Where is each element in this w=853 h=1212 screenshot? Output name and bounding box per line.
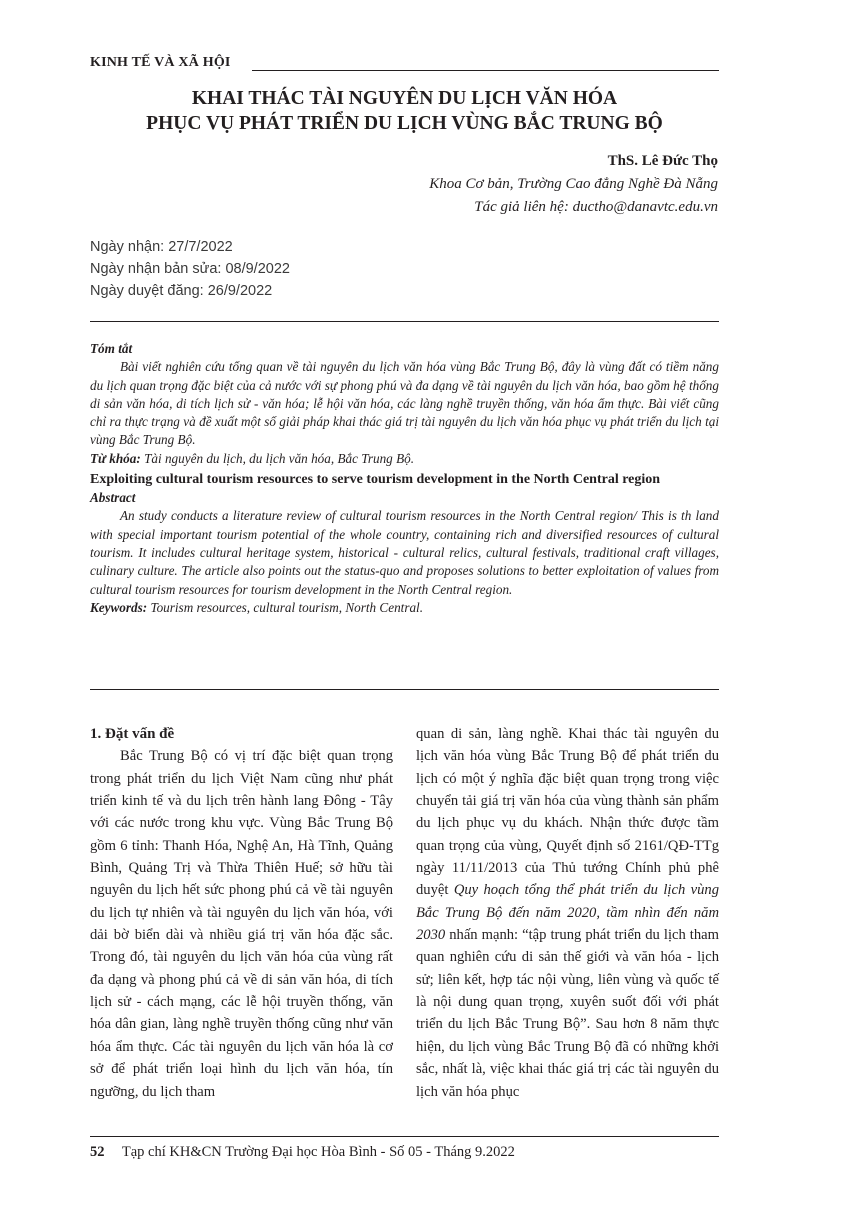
page-number: 52 [90,1144,105,1160]
section-heading: 1. Đặt vấn đề [90,726,175,742]
keywords-en-label: Keywords: [90,599,148,615]
body-column-right [416,723,719,1103]
section-rule [252,70,719,71]
keywords-en [90,599,719,617]
abstract-bottom-rule [90,689,719,690]
section-tag: KINH TẾ VÀ XÃ HỘI [90,55,231,70]
abstract-en-label: Abstract [90,490,136,506]
footer-rule [90,1136,719,1137]
date-received: Ngày nhận: 27/7/2022 [90,239,233,255]
author-name: ThS. Lê Đức Thọ [607,153,718,169]
article-title-line2: PHỤC VỤ PHÁT TRIỂN DU LỊCH VÙNG BẮC TRUNG BỘ [146,113,663,134]
abstract-block [90,340,719,617]
decision-title: Quy hoạch tổng thể phát triển du lịch vùng Bắc Trung Bộ đến năm 2020, tầm nhìn đến năm 2030 [416,882,719,944]
keywords-vi-text: Tài nguyên du lịch, du lịch văn hóa, Bắc Trung Bộ. [144,450,415,466]
abstract-vi-text: Bài viết nghiên cứu tổng quan về tài nguyên du lịch văn hóa vùng Bắc Trung Bộ, đây là vùng đất có tiềm năng du lịch quan trọng đặc biệt của cả nước với sự phong phú và đa dạng về tài nguyên du lịch văn hóa, bao gồm hệ thống di sản văn hóa, di tích lịch sử - văn hóa; lễ hội văn hóa, các làng nghề truyền thống, văn hóa ẩm thực. Bài viết cũng chỉ ra thực trạng và đề xuất một số giải pháp khai thác giá trị tài nguyên du lịch văn hóa phục vụ phát triển du lịch tại vùng Bắc Trung Bộ. [90,359,719,448]
date-revised: Ngày nhận bản sửa: 08/9/2022 [90,261,290,277]
body-paragraph: Bắc Trung Bộ có vị trí đặc biệt quan trọng trong phát triển du lịch Việt Nam cũng như phát triển kinh tế và du lịch trên hành lang Đông - Tây với các nước trong khu vực. Vùng Bắc Trung Bộ gồm 6 tỉnh: Thanh Hóa, Nghệ An, Hà Tĩnh, Quảng Bình, Quảng Trị và Thừa Thiên Huế; sở hữu tài nguyên du lịch hết sức phong phú cả về tài nguyên du lịch tự nhiên và tài nguyên du lịch văn hóa, với dải bờ biển dài và nhiều giá trị văn hóa đặc sắc. Trong đó, tài nguyên du lịch văn hóa của vùng rất đa dạng và phong phú cả về di sản văn hóa, di tích lịch sử - cách mạng, các lễ hội truyền thống, văn hóa dân gian, làng nghề truyền thống cũng như văn hóa ẩm thực. Các tài nguyên du lịch văn hóa là cơ sở để phát triển loại hình du lịch văn hóa, tín ngưỡng, du lịch tham [90,748,393,1100]
body-paragraph-continued [416,723,719,1103]
abstract-vi-label: Tóm tắt [90,341,133,356]
date-accepted: Ngày duyệt đăng: 26/9/2022 [90,283,273,299]
english-title: Exploiting cultural tourism resources to serve tourism development in the North Central region [90,472,661,488]
journal-name: Tạp chí KH&CN Trường Đại học Hòa Bình - Số 05 - Tháng 9.2022 [121,1144,515,1160]
keywords-vi-label: Từ khóa: [90,450,141,466]
keywords-en-text: Tourism resources, cultural tourism, North Central. [150,599,424,615]
article-title-line1: KHAI THÁC TÀI NGUYÊN DU LỊCH VĂN HÓA [191,88,618,109]
author-affiliation: Khoa Cơ bản, Trường Cao đẳng Nghề Đà Nẵng [429,176,718,192]
body-text: quan di sản, làng nghề. Khai thác tài nguyên du lịch văn hóa vùng Bắc Trung Bộ để phát triển du lịch có một ý nghĩa đặc biệt quan trọng trong việc chuyển tải giá trị văn hóa của vùng thành sản phẩm du lịch phục vụ du khách. Nhận thức được tầm quan trọng của vùng, Quyết định số 2161/QĐ-TTg ngày 11/11/2013 của Thủ tướng Chính phủ phê duyệt [416,726,719,899]
keywords-vi [90,450,719,468]
body-text: nhấn mạnh: “tập trung phát triển du lịch tham quan nghiên cứu di sản thế giới và văn hóa - lịch sử; liên kết, hợp tác nội vùng, liên vùng và quốc tế là nội dung quan trọng, xuyên suốt đối với phát triển du lịch Bắc Trung Bộ”. Sau hơn 8 năm thực hiện, du lịch vùng Bắc Trung Bộ đã có những khởi sắc, nhất là, việc khai thác giá trị các tài nguyên du lịch văn hóa phục [416,927,719,1100]
author-contact: Tác giả liên hệ: ductho@danavtc.edu.vn [474,199,718,215]
page-footer [90,1144,515,1161]
abstract-en-text: An study conducts a literature review of cultural tourism resources in the North Central region/ This is th land with special important tourism potential of the whole country, containing rich and diversified resources of cultural tourism. It includes cultural heritage system, historical - cultural relics, cultural festivals, traditional craft villages, culinary culture. The article also points out the status-quo and proposes solutions to better exploitation of values from cultural tourism resources for tourism development in the North Central region. [90,508,719,597]
body-column-left [90,723,393,1103]
abstract-top-rule [90,321,719,322]
